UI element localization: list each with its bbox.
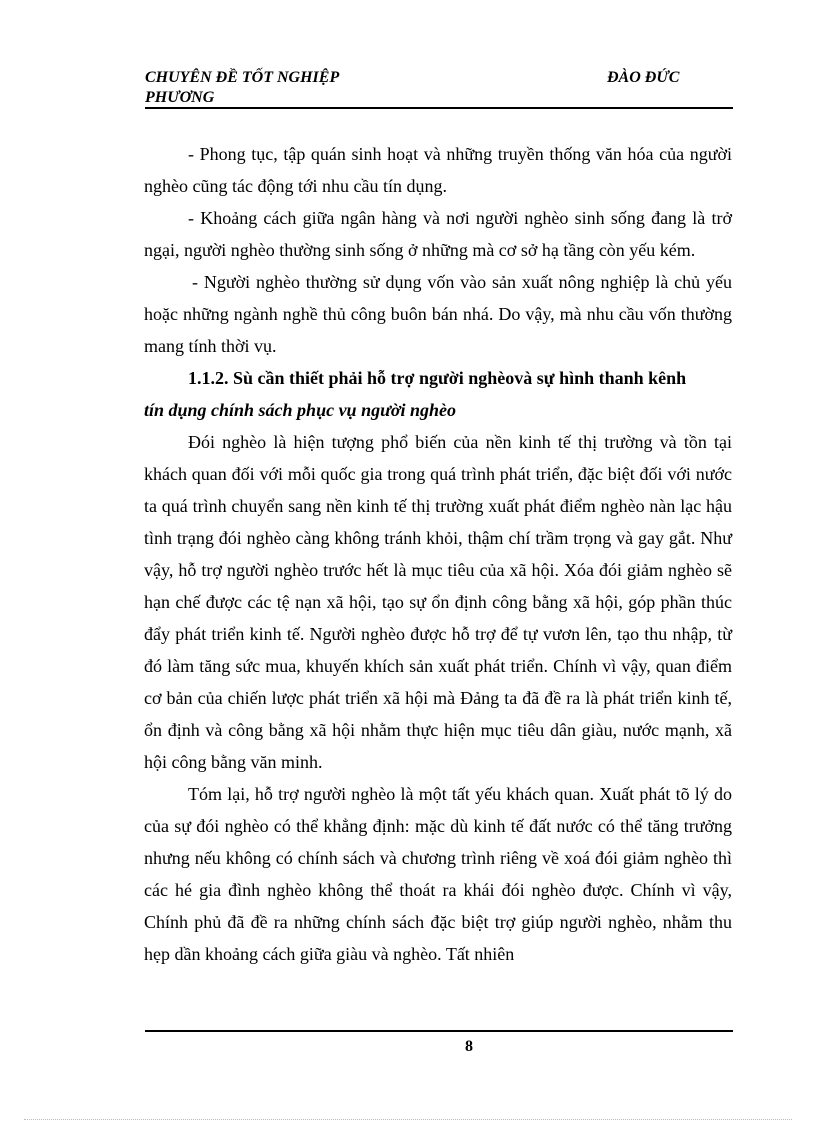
page-header <box>145 68 733 108</box>
document-body <box>144 138 732 970</box>
header-author-surname: PHƯƠNG <box>145 89 215 106</box>
page-number: 8 <box>465 1038 473 1055</box>
section-heading-line2: tín dụng chính sách phục vụ người nghèo <box>144 400 457 420</box>
page-edge-divider <box>24 1119 792 1120</box>
footer-rule <box>145 1030 733 1032</box>
header-author-name: ĐÀO ĐỨC <box>607 69 680 86</box>
body-paragraph-poverty: Đói nghèo là hiện tượng phổ biến của nền kinh tế thị trường và tồn tại khách quan đối với mỗi quốc gia trong quá trình phát triển, đặc biệt đối với nước ta quá trình chuyển sang nền kinh tế thị trường xuất phát điểm nghèo nàn lạc hậu tình trạng đói nghèo càng không tránh khỏi, thậm chí trầm trọng và gay gắt. Như vậy, hỗ trợ người nghèo trước hết là mục tiêu của xã hội. Xóa đói giảm nghèo sẽ hạn chế được các tệ nạn xã hội, tạo sự ổn định công bằng xã hội, góp phần thúc đẩy phát triển kinh tế. Người nghèo được hỗ trợ để tự vươn lên, tạo thu nhập, từ đó làm tăng sức mua, khuyến khích sản xuất phát triển. Chính vì vậy, quan điểm cơ bản của chiến lược phát triển xã hội mà Đảng ta đã đề ra là phát triển kinh tế, ổn định và công bằng xã hội nhằm thực hiện mục tiêu dân giàu, nước mạnh, xã hội công bằng văn minh. <box>144 432 732 772</box>
body-paragraph-conclusion: Tóm lại, hỗ trợ người nghèo là một tất yếu khách quan. Xuất phát tõ lý do của sự đói nghèo có thể khẳng định: mặc dù kinh tế đất nước có thể tăng trưởng nhưng nếu không có chính sách và chương trình riêng về xoá đói giảm nghèo thì các hé gia đình nghèo không thể thoát ra khái đói nghèo được. Chính vì vậy, Chính phủ đã đề ra những chính sách đặc biệt trợ giúp người nghèo, nhằm thu hẹp dần khoảng cách giữa giàu và nghèo. Tất nhiên <box>144 784 732 964</box>
header-title: CHUYÊN ĐỀ TỐT NGHIỆP <box>145 69 340 86</box>
bullet-paragraph-agriculture: - Người nghèo thường sử dụng vốn vào sản xuất nông nghiệp là chủ yếu hoặc những ngành nghề thủ công buôn bán nhá. Do vậy, mà nhu cầu vốn thường mang tính thời vụ. <box>144 272 732 356</box>
header-rule <box>145 107 733 109</box>
bullet-paragraph-distance: - Khoảng cách giữa ngân hàng và nơi người nghèo sinh sống đang là trở ngại, người nghèo thường sinh sống ở những mà cơ sở hạ tầng còn yếu kém. <box>144 208 732 260</box>
section-heading-line1: 1.1.2. Sù cần thiết phải hỗ trợ người nghèovà sự hình thanh kênh <box>188 368 687 388</box>
bullet-paragraph-customs: - Phong tục, tập quán sinh hoạt và những truyền thống văn hóa của người nghèo cũng tác động tới nhu cầu tín dụng. <box>144 144 732 196</box>
section-heading <box>144 362 732 426</box>
